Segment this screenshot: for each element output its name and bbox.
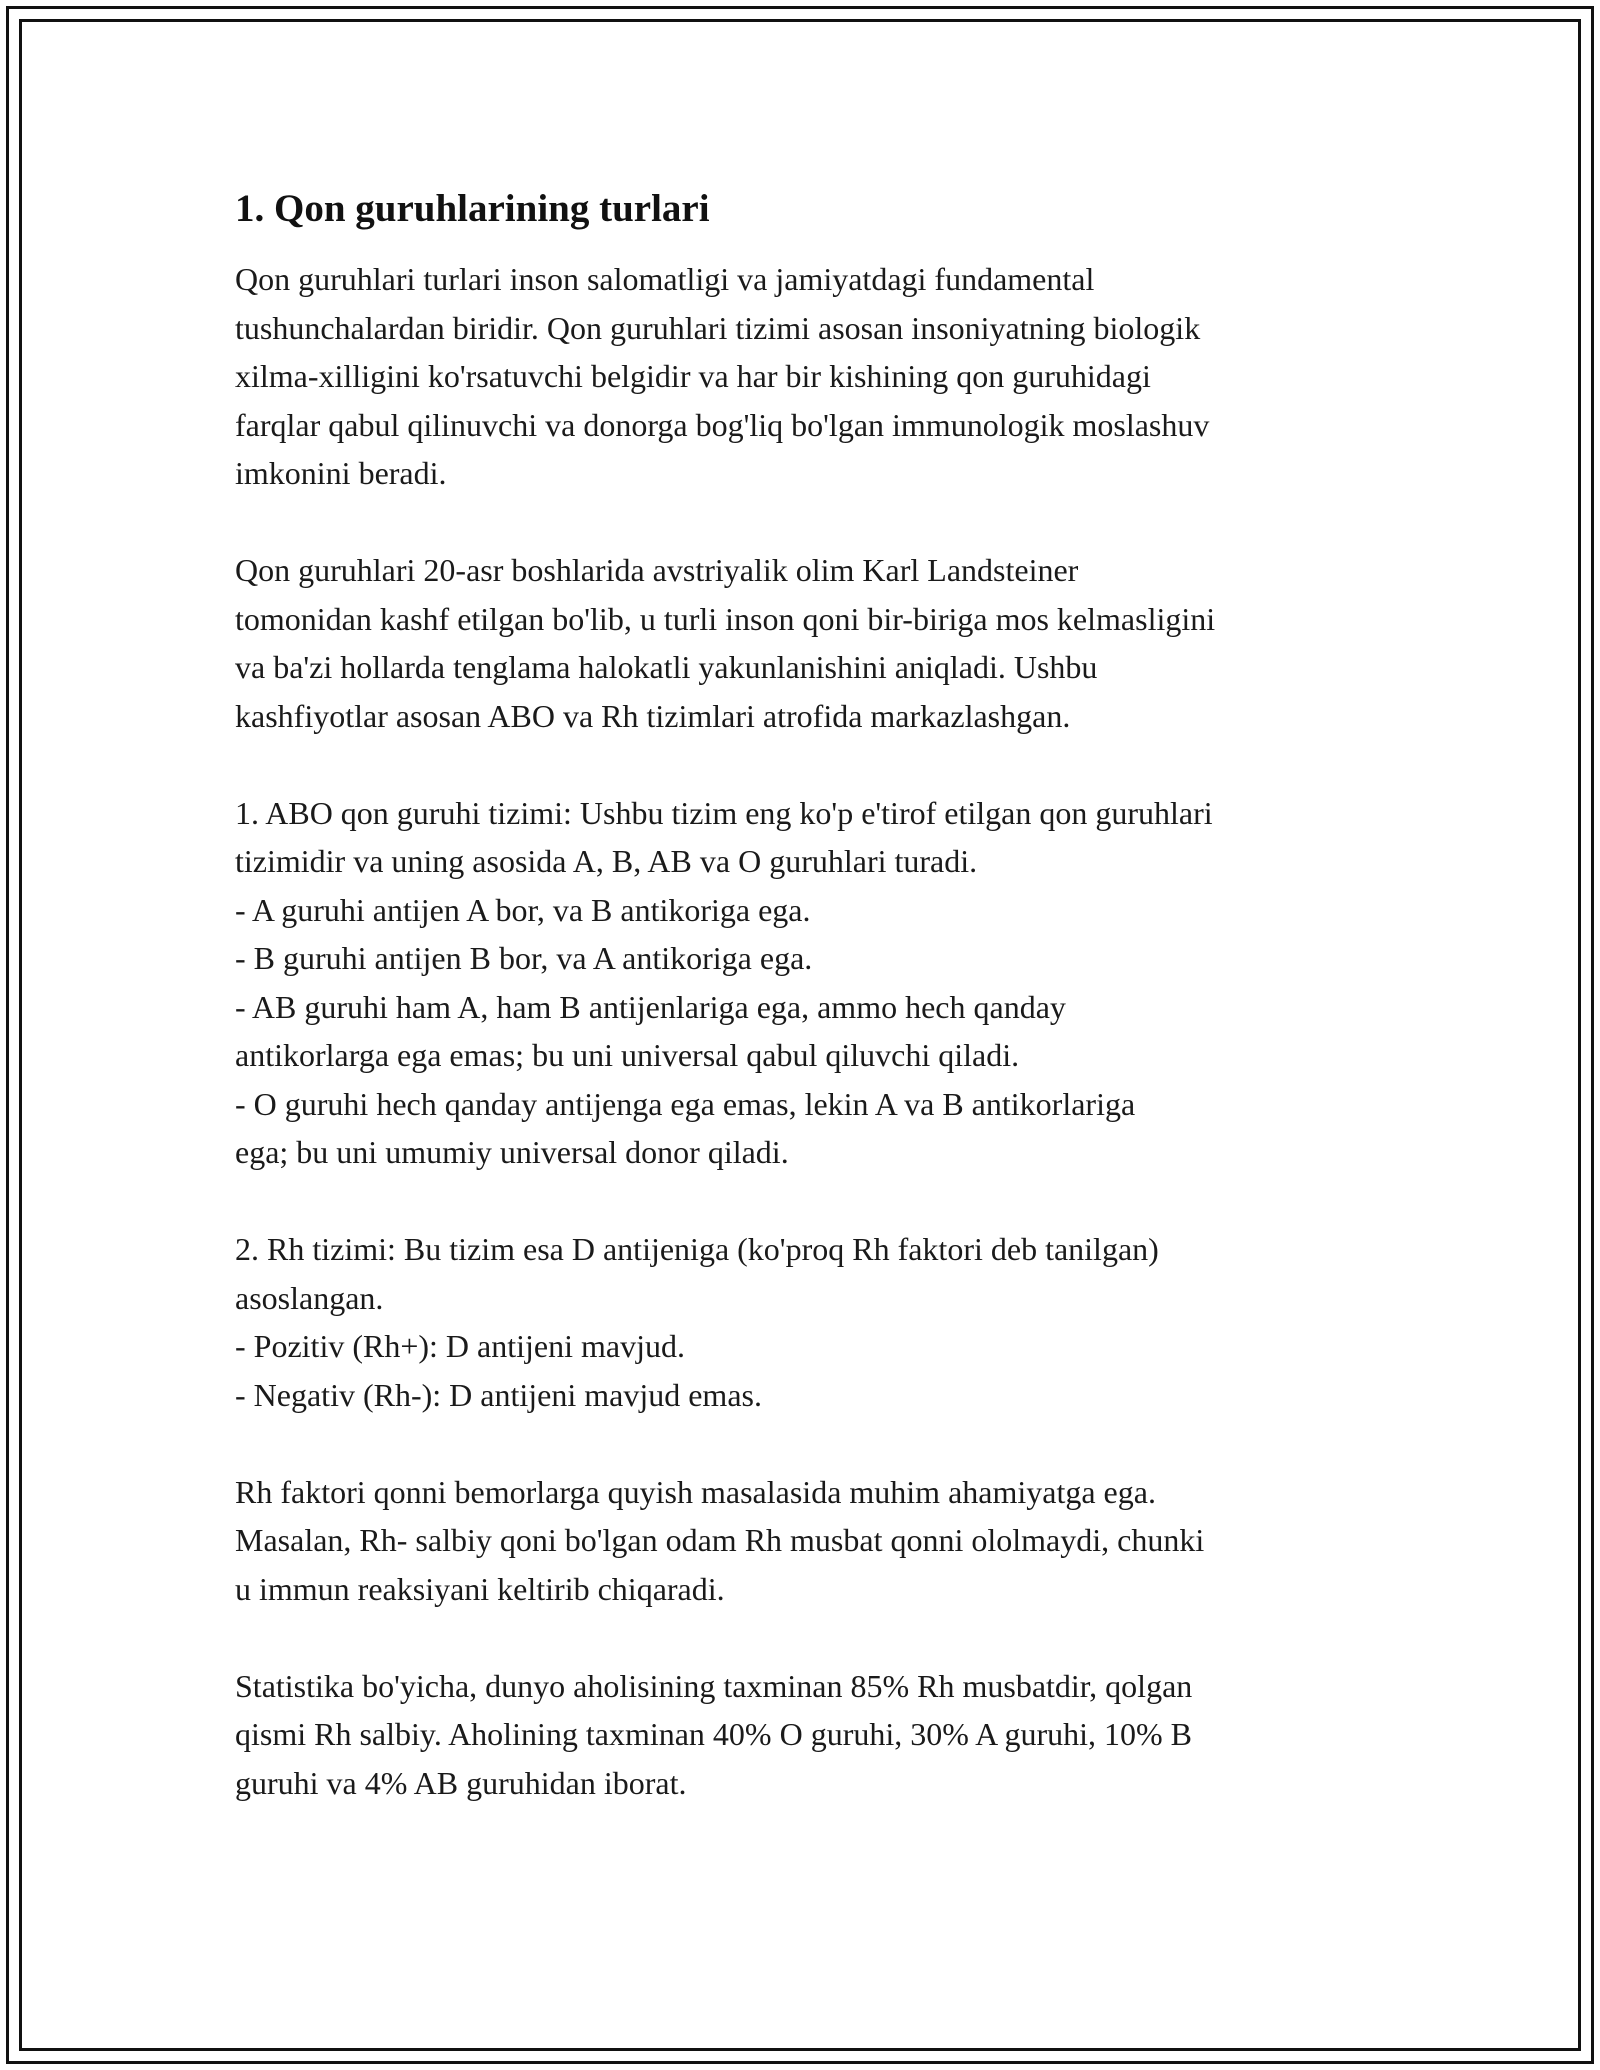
- statistics-paragraph: Statistika bo'yicha, dunyo aholisining taxminan 85% Rh musbatdir, qolgan qismi Rh salbiy. Aholining taxminan 40% O guruhi, 30% A guruhi, 10% B guruhi va 4% AB guruhidan iborat.: [235, 1667, 1193, 1801]
- document-body: [235, 185, 1370, 1807]
- intro-paragraph: Qon guruhlari turlari inson salomatligi va jamiyatdagi fundamental tushunchalardan biridir. Qon guruhlari tizimi asosan insoniyatning biologik xilma-xilligini ko'rsatuvchi belgidir va har bir kishining qon guruhidagi farqlar qabul qilinuvchi va donorga bog'liq bo'lgan immunologik moslashuv imkonini beradi.: [235, 261, 1210, 491]
- rh-factor-paragraph: Rh faktori qonni bemorlarga quyish masalasida muhim ahamiyatga ega. Masalan, Rh- salbiy qoni bo'lgan odam Rh musbat qonni ololmaydi, chunki u immun reaksiyani keltirib chiqaradi.: [235, 1473, 1205, 1607]
- paragraph-spacer: [235, 740, 1370, 789]
- rh-system-paragraph: 2. Rh tizimi: Bu tizim esa D antijeniga (ko'proq Rh faktori deb tanilgan) asoslangan. - Pozitiv (Rh+): D antijeni mavjud. - Negativ (Rh-): D antijeni mavjud emas.: [235, 1231, 1159, 1413]
- paragraph-spacer: [235, 498, 1370, 547]
- paragraph-spacer: [235, 1613, 1370, 1662]
- section-heading: 1. Qon guruhlarining turlari: [235, 187, 710, 230]
- paragraph-spacer: [235, 1419, 1370, 1468]
- history-paragraph: Qon guruhlari 20-asr boshlarida avstriyalik olim Karl Landsteiner tomonidan kashf etilgan bo'lib, u turli inson qoni bir-biriga mos kelmasligini va ba'zi hollarda tenglama halokatli yakunlanishini aniqladi. Ushbu kashfiyotlar asosan ABO va Rh tizimlari atrofida markazlashgan.: [235, 552, 1216, 734]
- paragraph-spacer: [235, 1177, 1370, 1226]
- abo-system-paragraph: 1. ABO qon guruhi tizimi: Ushbu tizim eng ko'p e'tirof etilgan qon guruhlari tizimidir va uning asosida A, B, AB va O guruhlari turadi. - A guruhi antijen A bor, va B antikoriga ega. - B guruhi antijen B bor, va A antikoriga ega. - AB guruhi ham A, ham B antijenlariga ega, ammo hech qanday antikorlarga ega emas; bu uni universal qabul qiluvchi qiladi. - O guruhi hech qanday antijenga ega emas, lekin A va B antikorlariga ega; bu uni umumiy universal donor qiladi.: [235, 794, 1213, 1170]
